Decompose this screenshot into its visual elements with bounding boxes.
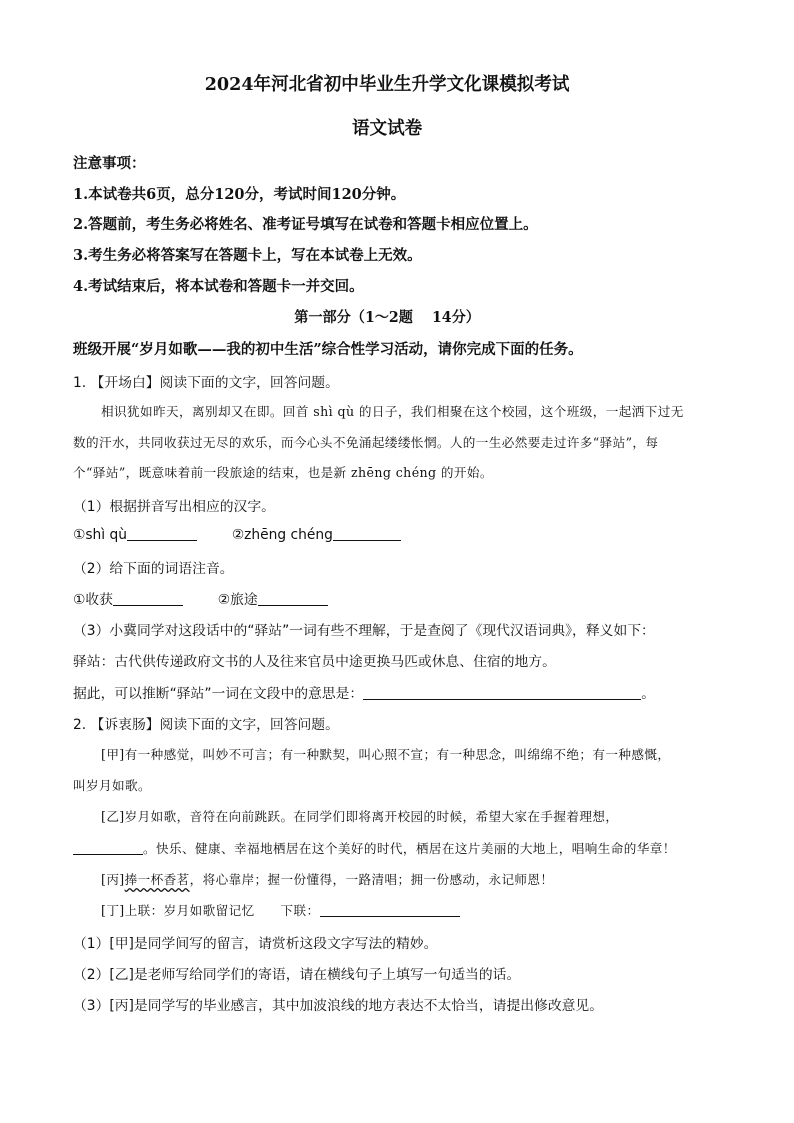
- q1-sub1-a-label: ①shì qù: [73, 527, 128, 543]
- q1-sub1-a-blank[interactable]: [127, 526, 197, 541]
- exam-subtitle: 语文试卷: [351, 118, 423, 139]
- q1-passage-line-1: 相识犹如昨天，离别却又在即。回首 shì qù 的日子，我们相聚在这个校园，这个班级，一起洒下过无: [101, 404, 684, 419]
- q2-bing-prefix: [丙]: [101, 872, 125, 887]
- q2-yi-line-2: 。快乐、健康、幸福地栖居在这个美好的时代，栖居在这片美丽的大地上，唱响生命的华章！: [143, 841, 676, 856]
- q1-infer-blank[interactable]: [363, 685, 641, 700]
- note-item-1: 1.本试卷共6页，总分120分，考试时间120分钟。: [73, 186, 406, 203]
- note-item-3: 3.考生务必将答案写在答题卡上，写在本试卷上无效。: [73, 247, 422, 264]
- q2-sub3: （3）[丙]是同学写的毕业感言，其中加波浪线的地方表达不太恰当，请提出修改意见。: [73, 998, 604, 1014]
- q1-sub2-b-label: ②旅途: [217, 592, 258, 608]
- q1-sub1-row: [73, 526, 401, 543]
- q1-sub3: （3）小冀同学对这段话中的“驿站”一词有些不理解，于是查阅了《现代汉语词典》，释义如下：: [73, 623, 655, 639]
- exam-title: 2024年河北省初中毕业生升学文化课模拟考试: [204, 74, 570, 95]
- q2-ding-label: [丁]上联：岁月如歌留记忆 下联：: [101, 903, 320, 918]
- q1-sub2-a-label: ①收获: [73, 592, 113, 608]
- q2-bing-wavy-text: 捧一杯香茗: [124, 872, 190, 887]
- q2-bing-rest: ，将心靠岸；握一份懂得，一路清唱；拥一份感动，永记师恩！: [189, 872, 554, 887]
- q1-infer-label: 据此，可以推断“驿站”一词在文段中的意思是：: [73, 686, 364, 702]
- q2-sub2: （2）[乙]是老师写给同学们的寄语，请在横线句子上填写一句适当的话。: [73, 967, 521, 983]
- note-item-2: 2.答题前，考生务必将姓名、准考证号填写在试卷和答题卡相应位置上。: [73, 216, 538, 233]
- q1-infer-end: 。: [641, 686, 656, 702]
- section-heading: 第一部分（1～2题 14分）: [294, 309, 480, 326]
- q2-ding-blank[interactable]: [320, 902, 460, 917]
- q1-definition: 驿站：古代供传递政府文书的人及往来官员中途更换马匹或休息、住宿的地方。: [73, 654, 556, 670]
- note-item-4: 4.考试结束后，将本试卷和答题卡一并交回。: [73, 278, 364, 295]
- q2-sub1: （1）[甲]是同学间写的留言，请赏析这段文字写法的精妙。: [73, 936, 438, 952]
- q2-yi-line-2-row: [73, 838, 676, 857]
- q1-infer-row: [73, 682, 655, 702]
- q2-jia-line-1: [甲]有一种感觉，叫妙不可言；有一种默契，叫心照不宣；有一种思念，叫绵绵不绝；有一种感慨，: [101, 747, 671, 762]
- q1-passage-line-3: 个“驿站”，既意味着前一段旅途的结束，也是新 zhēng chéng 的开始。: [73, 465, 493, 480]
- q2-yi-blank[interactable]: [73, 840, 143, 855]
- q1-sub1-b-blank[interactable]: [333, 526, 401, 541]
- q1-sub2-a-blank[interactable]: [113, 591, 183, 606]
- q2-ding-row: [101, 900, 460, 919]
- q1-sub1-b-label: ②zhēng chéng: [231, 527, 333, 543]
- q1-sub2-row: [73, 588, 328, 608]
- q2-bing-row: [101, 869, 553, 888]
- q1-stem: 1. 【开场白】阅读下面的文字，回答问题。: [73, 375, 339, 391]
- q1-sub1: （1）根据拼音写出相应的汉字。: [73, 499, 275, 515]
- q1-passage-line-2: 数的汗水，共同收获过无尽的欢乐，而今心头不免涌起缕缕怅惘。人的一生必然要走过许多“驿站”，每: [73, 435, 659, 450]
- q2-jia-line-2: 叫岁月如歌。: [73, 778, 151, 793]
- q1-sub2: （2）给下面的词语注音。: [73, 561, 234, 577]
- q1-sub2-b-blank[interactable]: [258, 591, 328, 606]
- section-task: 班级开展“岁月如歌——我的初中生活”综合性学习活动，请你完成下面的任务。: [73, 341, 583, 358]
- q2-yi-line-1: [乙]岁月如歌，音符在向前跳跃。在同学们即将离开校园的时候，希望大家在手握着理想，: [101, 809, 619, 824]
- notes-heading: 注意事项：: [73, 155, 146, 172]
- q2-stem: 2. 【诉衷肠】阅读下面的文字，回答问题。: [73, 717, 339, 733]
